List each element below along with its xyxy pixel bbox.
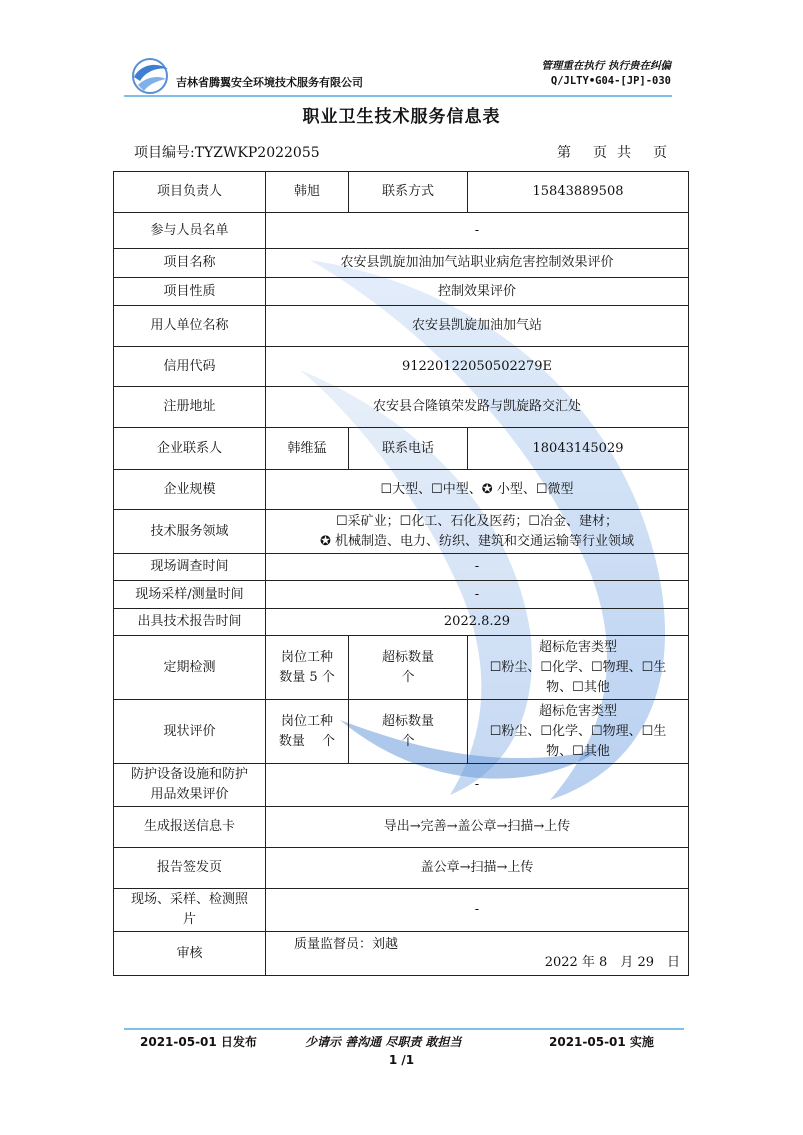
row-label: 注册地址 [114,387,266,428]
row-label: 报告签发页 [114,848,266,889]
project-name-value: 农安县凯旋加油加气站职业病危害控制效果评价 [266,249,689,278]
row-label: 定期检测 [114,636,266,700]
status-positions-line2: 数量 个 [278,733,336,749]
table-row [114,387,689,428]
table-row [114,306,689,347]
effective-date: 2021-05-01 实施 [549,1035,654,1049]
status-exceed-line2: 个 [401,733,415,749]
row-label: 现状评价 [114,700,266,764]
row-label: 审核 [114,932,266,976]
contact-person-value: 韩维猛 [266,428,349,470]
row-label: 生成报送信息卡 [114,807,266,848]
page-count-gong: 共 [617,145,631,161]
project-number: 项目编号:TYZWKP2022055 [134,145,320,161]
page-count-ye1: 页 [593,145,607,161]
contact-method-label: 联系方式 [349,172,468,213]
info-table [113,171,689,976]
table-row [114,249,689,278]
table-row [114,510,689,554]
photos-label-line2: 片 [182,912,196,927]
periodic-hazard-line1: 超标危害类型 [538,639,617,655]
table-row [114,848,689,889]
employer-value: 农安县凯旋加油加气站 [266,306,689,347]
report-time-value: 2022.8.29 [266,609,689,636]
page-count [557,142,667,162]
page-count-ye2: 页 [653,145,667,161]
contact-method-value: 15843889508 [468,172,689,213]
row-label: 用人单位名称 [114,306,266,347]
row-label: 企业规模 [114,470,266,510]
footer-divider [124,1028,684,1030]
table-row [114,278,689,306]
scale-value: ☐大型、☐中型、✪ 小型、☐微型 [266,470,689,510]
leader-value: 韩旭 [266,172,349,213]
status-positions [266,700,349,764]
service-field-line1: ☐采矿业；☐化工、石化及医药；☐冶金、建材； [336,513,618,529]
company-logo [128,55,172,95]
participants-value: - [266,213,689,249]
credit-code-value: 91220122050502279E [266,347,689,387]
periodic-hazard-types [468,636,689,700]
row-label: 企业联系人 [114,428,266,470]
protective-label-line2: 用品效果评价 [150,787,229,802]
periodic-positions-line2: 数量 5 个 [279,669,335,685]
survey-time-value: - [266,554,689,581]
protective-label-line1: 防护设备设施和防护 [130,767,248,782]
table-row [114,581,689,609]
periodic-positions-line1: 岗位工种 [280,649,333,665]
service-field-line2: ✪ 机械制造、电力、纺织、建筑和交通运输等行业领域 [319,533,635,549]
row-label: 出具技术报告时间 [114,609,266,636]
row-label: 现场调查时间 [114,554,266,581]
table-row [114,889,689,932]
protective-value: - [266,764,689,807]
table-row [114,428,689,470]
document-number: Q/JLTY•G04-[JP]-030 [550,75,671,87]
row-label: 现场采样/测量时间 [114,581,266,609]
periodic-hazard-line2: ☐粉尘、☐化学、☐物理、☐生 [489,659,667,675]
review-date: 2022 年 8 月 29 日 [544,955,680,970]
table-row [114,700,689,764]
row-label [114,889,266,932]
periodic-exceed-count [349,636,468,700]
service-field-value [266,510,689,554]
page-number: 1 /1 [388,1053,415,1067]
table-row [114,764,689,807]
quality-supervisor: 质量监督员：刘越 [294,937,399,952]
row-label [114,764,266,807]
table-row [114,470,689,510]
status-exceed-line1: 超标数量 [381,713,434,729]
row-label: 技术服务领域 [114,510,266,554]
table-row [114,609,689,636]
info-card-value: 导出→完善→盖公章→扫描→上传 [266,807,689,848]
row-label: 项目负责人 [114,172,266,213]
status-hazard-types [468,700,689,764]
sign-page-value: 盖公章→扫描→上传 [266,848,689,889]
company-name: 吉林省腾翼安全环境技术服务有限公司 [176,76,363,89]
table-row [114,554,689,581]
page-title: 职业卫生技术服务信息表 [302,107,501,127]
status-hazard-line2: ☐粉尘、☐化学、☐物理、☐生 [489,723,667,739]
footer-motto: 少请示 善沟通 尽职责 敢担当 [305,1035,462,1049]
header-slogan: 管理重在执行 执行贵在纠偏 [541,60,671,72]
table-row [114,807,689,848]
periodic-exceed-line2: 个 [401,669,415,685]
address-value: 农安县合隆镇荣发路与凯旋路交汇处 [266,387,689,428]
issued-date: 2021-05-01 日发布 [140,1035,257,1049]
photos-label-line1: 现场、采样、检测照 [130,892,248,907]
row-label: 信用代码 [114,347,266,387]
photos-value: - [266,889,689,932]
status-hazard-line1: 超标危害类型 [538,703,617,719]
table-row [114,347,689,387]
status-hazard-line3: 物、☐其他 [546,743,610,759]
review-cell [266,932,689,976]
sampling-time-value: - [266,581,689,609]
periodic-positions [266,636,349,700]
contact-phone-value: 18043145029 [468,428,689,470]
periodic-hazard-line3: 物、☐其他 [546,679,610,695]
table-row [114,636,689,700]
row-label: 项目性质 [114,278,266,306]
header-divider [124,95,672,97]
table-row [114,213,689,249]
status-exceed-count [349,700,468,764]
status-positions-line1: 岗位工种 [280,713,333,729]
row-label: 项目名称 [114,249,266,278]
table-row [114,172,689,213]
contact-phone-label: 联系电话 [349,428,468,470]
row-label: 参与人员名单 [114,213,266,249]
table-row [114,932,689,976]
page-count-di: 第 [557,145,571,161]
periodic-exceed-line1: 超标数量 [381,649,434,665]
project-nature-value: 控制效果评价 [266,278,689,306]
